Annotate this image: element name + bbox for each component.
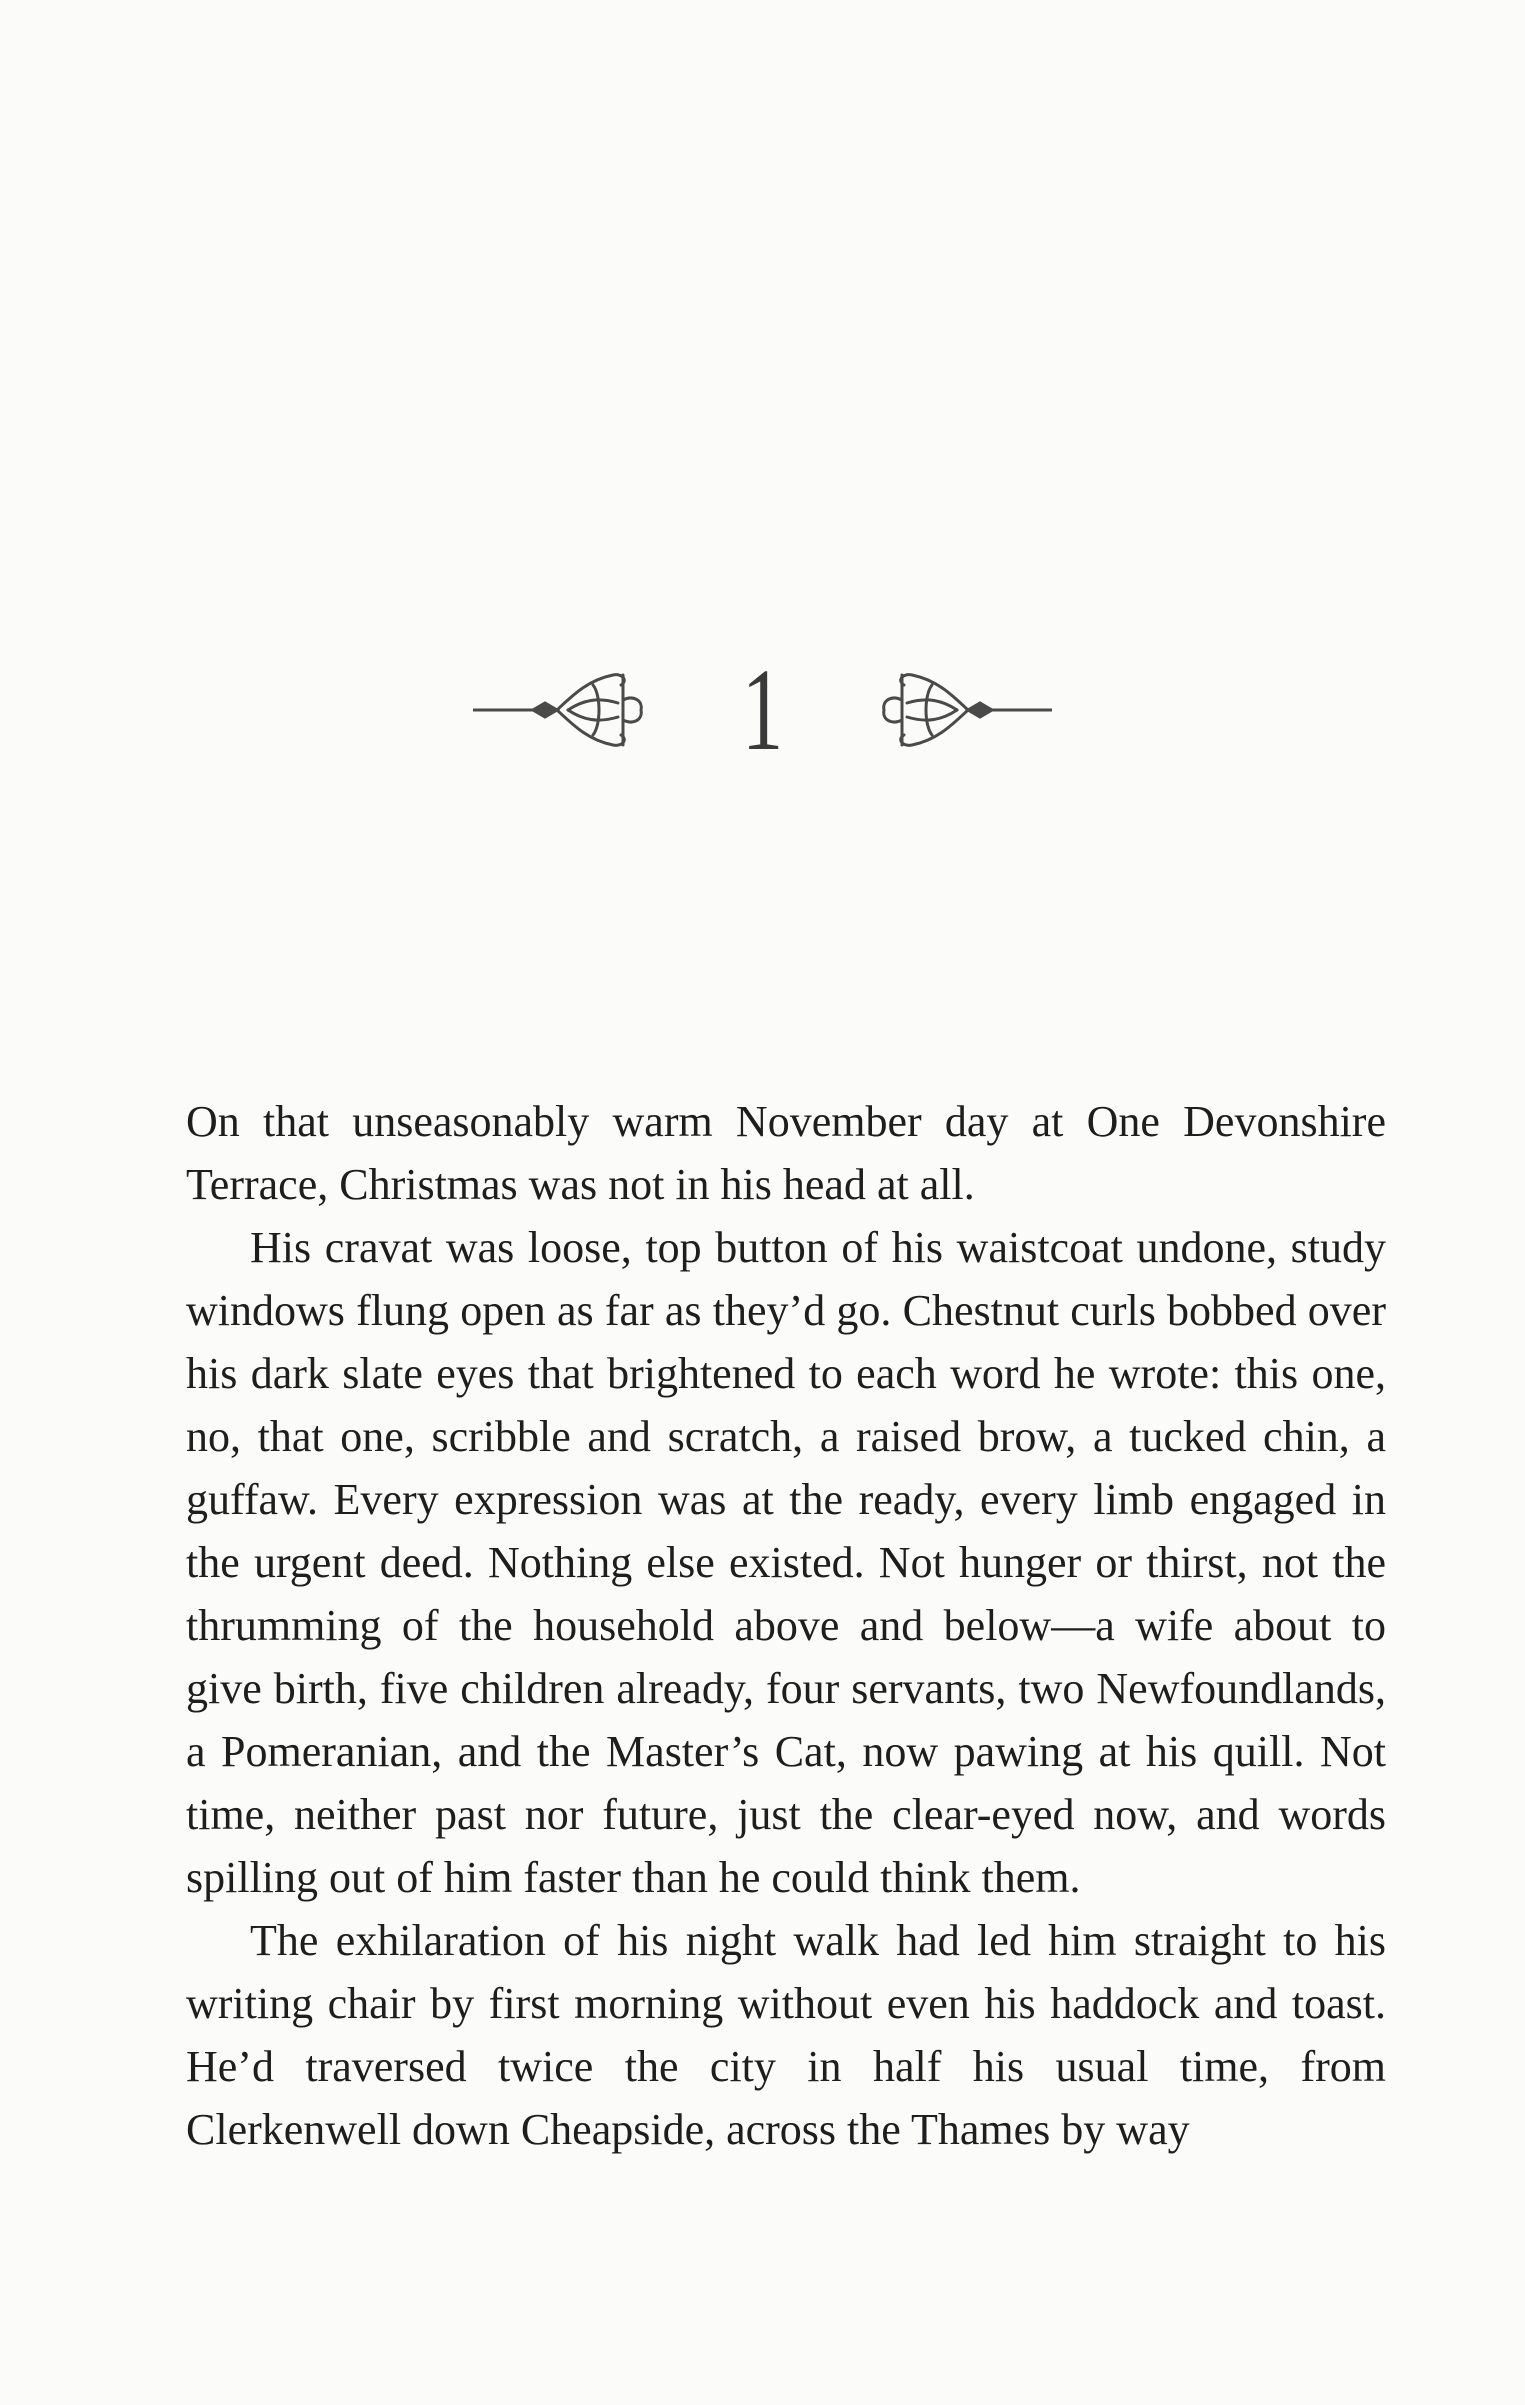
left-flourish-icon	[473, 655, 663, 765]
paragraph-3: The exhilaration of his night walk had led him straight to his writing chair by first morning without even his haddock and toast. He’d traversed twice the city in half his usual time, from Clerkenwell down Cheapside, across the Thames by way	[186, 1916, 1386, 2154]
right-flourish-icon	[862, 655, 1052, 765]
paragraph-1: On that unseasonably warm November day at One Devonshire Terrace, Christmas was not in his head at all.	[186, 1097, 1386, 1209]
chapter-body	[186, 1090, 1386, 2161]
chapter-heading	[0, 640, 1525, 780]
paragraph-2: His cravat was loose, top button of his waistcoat undone, study windows flung open as far as they’d go. Chestnut curls bobbed over his dark slate eyes that brightened to each word he wrote: this one, no, that one, scribble and scratch, a raised brow, a tucked chin, a guffaw. Every expression was at the ready, every limb engaged in the urgent deed. Nothing else existed. Not hunger or thirst, not the thrumming of the household above and below—a wife about to give birth, five children already, four servants, two Newfoundlands, a Pomeranian, and the Master’s Cat, now pawing at his quill. Not time, neither past nor future, just the clear-eyed now, and words spilling out of him faster than he could think them.	[186, 1223, 1386, 1902]
chapter-number: 1	[741, 644, 784, 775]
